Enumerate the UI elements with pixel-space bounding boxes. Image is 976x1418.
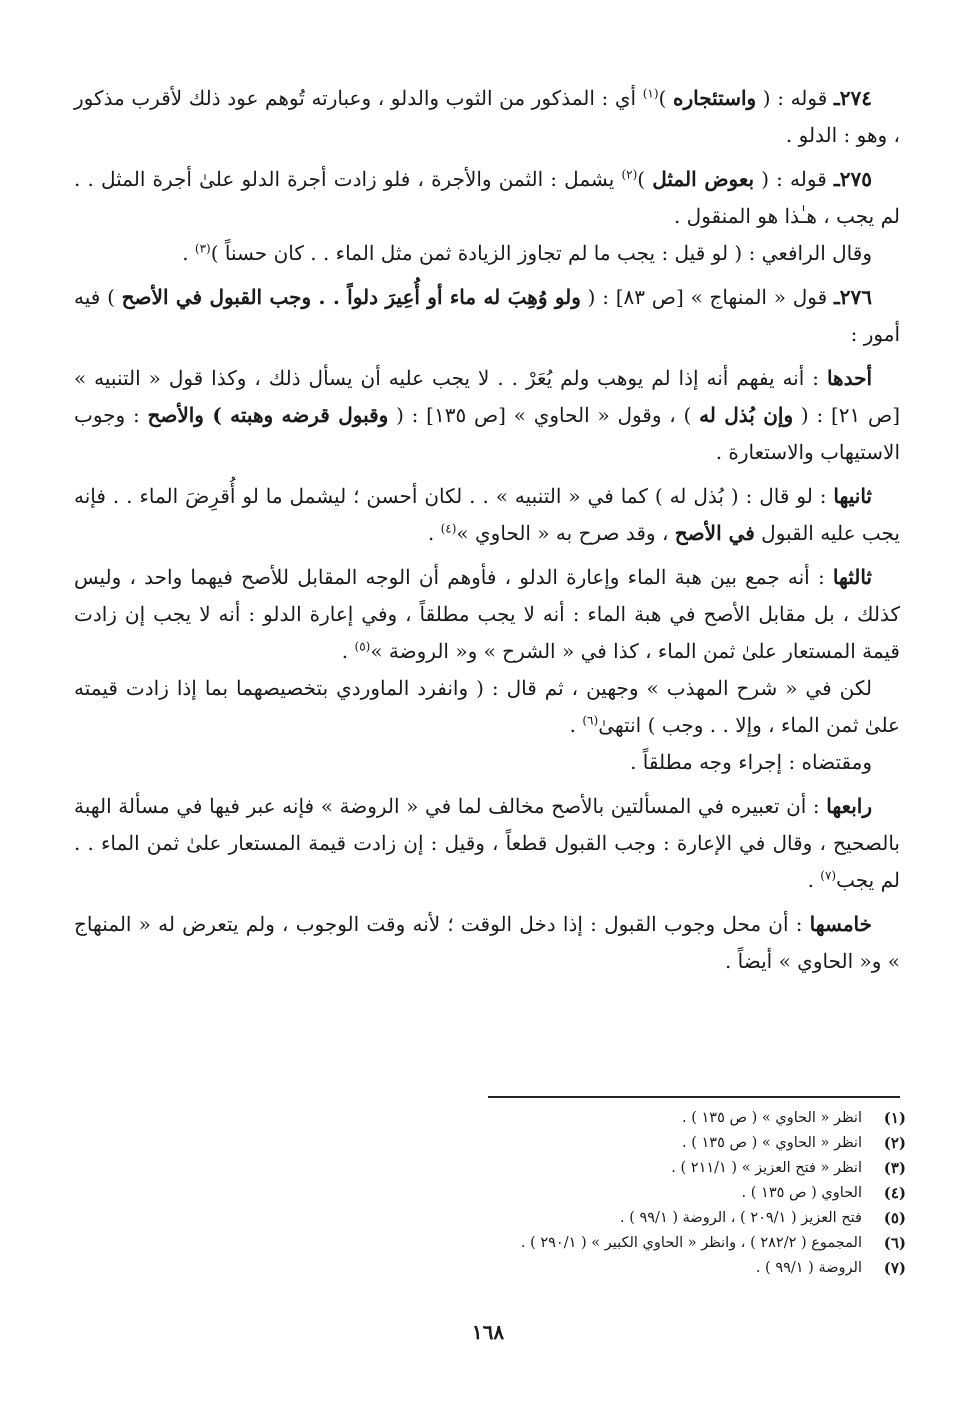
point-third-continued [74,670,900,744]
text-run: يشمل : الثمن والأجرة ، فلو زادت أجرة الدلو علىٰ أجرة المثل . . لم يجب ، هـٰذا هو المنقول . [74,167,900,228]
paragraph-274 [74,80,900,154]
text-run: : أن تعبيره في المسألتين بالأصح مخالف لما في « الروضة » فإنه عبر فيها في مسألة الهبة بالصحيح ، وقال في الإعارة : وجب القبول قطعاً ، وقيل : إن زادت قيمة المستعار علىٰ ثمن الماء . . لم يجب [74,794,900,892]
point-second [74,478,900,552]
issue-number: ٢٧٤ـ [833,86,872,110]
main-text [74,80,900,987]
quoted-phrase: في الأصح [674,521,755,545]
footnote-number: (٣) [883,1159,906,1177]
footnote-text: فتح العزيز ( ٢٠٩/١ ) ، الروضة ( ٩٩/١ ) . [620,1210,862,1226]
footnote [406,1181,906,1206]
footnote [406,1206,906,1231]
footnote-separator [488,1096,900,1098]
footnote-number: (٤) [883,1184,906,1202]
footnote-number: (٢) [883,1134,906,1152]
quoted-phrase: واستئجاره [672,86,757,110]
point-third [74,559,900,670]
point-fourth [74,788,900,899]
point-label: ثالثها [832,565,872,589]
text-run: أي : المذكور من الثوب والدلو ، وعبارته تُوهم عود ذلك لأقرب مذكور ، وهو : الدلو . [74,86,900,147]
text-run: . [427,521,441,545]
text-run: قول « المنهاج » [ص ٨٣] : ( [580,285,834,309]
text-run: . [341,639,355,663]
point-first [74,360,900,471]
footnote [406,1106,906,1131]
text-run: . [807,868,821,892]
paragraph-276 [74,279,900,353]
quoted-phrase: بعوض المثل [652,167,755,191]
footnote-ref: (٧) [820,868,837,883]
issue-number: ٢٧٦ـ [833,285,872,309]
text-run: ) [658,86,673,110]
footnote-number: (٧) [883,1259,906,1277]
text-run: ، وقد صرح به « الحاوي » [456,521,675,545]
paragraph-275 [74,161,900,235]
text-run: : لو قال : ( بُذل له ) كما في « التنبيه » . . لكان أحسن ؛ ليشمل ما لو أُقرِضَ الماء . . فإنه يجب عليه القبول [74,484,900,545]
paragraph-275-rafii [74,235,900,272]
footnote [406,1231,906,1256]
quoted-phrase: ولو وُهِبَ له ماء أو أُعِيرَ دلواً . . وجب القبول في الأصح [121,285,581,309]
text-run: : وجوب الاستيهاب والاستعارة . [74,403,900,464]
quoted-phrase: وقبول قرضه وهبته ) والأصح [147,403,389,427]
text-run: : أنه جمع بين هبة الماء وإعارة الدلو ، فأوهم أن الوجه المقابل للأصح فيهما واحد ، وليس كذلك ، بل مقابل الأصح في هبة الماء : أنه لا يجب مطلقاً ، وفي إعارة الدلو : أنه لا يجب إن زادت قيمة المستعار علىٰ ثمن الماء ، كذا في « الشرح » و« الروضة » [74,565,900,663]
footnote-ref: (٦) [582,713,599,728]
footnote-text: الحاوي ( ص ١٣٥ ) . [741,1185,862,1201]
footnote-ref: (٢) [621,167,638,182]
point-fifth [74,906,900,980]
issue-number: ٢٧٥ـ [833,167,873,191]
footnote-text: انظر « الحاوي » ( ص ١٣٥ ) . [682,1110,862,1126]
text-run: وقال الرافعي : ( لو قيل : يجب ما لم تجاوز الزيادة ثمن مثل الماء . . كان حسناً ) [210,241,872,265]
text-run: : أن محل وجوب القبول : إذا دخل الوقت ؛ لأنه وقت الوجوب ، ولم يتعرض له « المنهاج » و« الحاوي » أيضاً . [74,912,900,973]
footnote-ref: (٣) [194,241,211,256]
text-run: ) [637,167,653,191]
text-run: لكن في « شرح المهذب » وجهين ، ثم قال : ( وانفرد الماوردي بتخصيصهما بما إذا زادت قيمته علىٰ ثمن الماء ، وإلا . . وجب ) انتهىٰ [74,676,900,737]
footnote [406,1156,906,1181]
footnote-number: (١) [883,1109,906,1127]
footnote-number: (٦) [883,1234,906,1252]
footnote [406,1256,906,1281]
text-run: ) فيه أمور : [74,285,900,346]
footnote-text: انظر « فتح العزيز » ( ٢١١/١ ) . [671,1160,862,1176]
text-run: قوله : ( [754,167,834,191]
text-run: . [182,241,195,265]
point-label: ثانيها [833,484,872,508]
footnote-text: المجموع ( ٢٨٢/٢ ) ، وانظر « الحاوي الكبير » ( ٢٩٠/١ ) . [520,1235,862,1251]
point-label: رابعها [826,794,872,818]
footnote-text: انظر « الحاوي » ( ص ١٣٥ ) . [682,1135,862,1151]
footnote-ref: (٥) [354,639,371,654]
footnotes [406,1106,906,1281]
footnote [406,1131,906,1156]
point-label: خامسها [809,912,872,936]
footnote-ref: (٤) [440,521,457,536]
page-number: ١٦٨ [471,1320,505,1344]
footnote-text: الروضة ( ٩٩/١ ) . [755,1260,862,1276]
point-label: أحدها [826,366,872,390]
footnote-ref: (١) [642,86,659,101]
footnote-number: (٥) [883,1209,906,1227]
text-run: : أنه يفهم أنه إذا لم يوهب ولم يُعَرْ . . لا يجب عليه أن يسأل ذلك ، وكذا قول « التنبيه » [ص ٢١] : ( [74,366,901,427]
text-run: قوله : ( [756,86,834,110]
point-third-conclusion [74,744,900,781]
quoted-phrase: وإن بُذل له [699,403,794,427]
text-run: ) ، وقول « الحاوي » [ص ١٣٥] : ( [388,403,700,427]
text-run: ومقتضاه : إجراء وجه مطلقاً . [630,750,872,774]
text-run: . [569,713,583,737]
